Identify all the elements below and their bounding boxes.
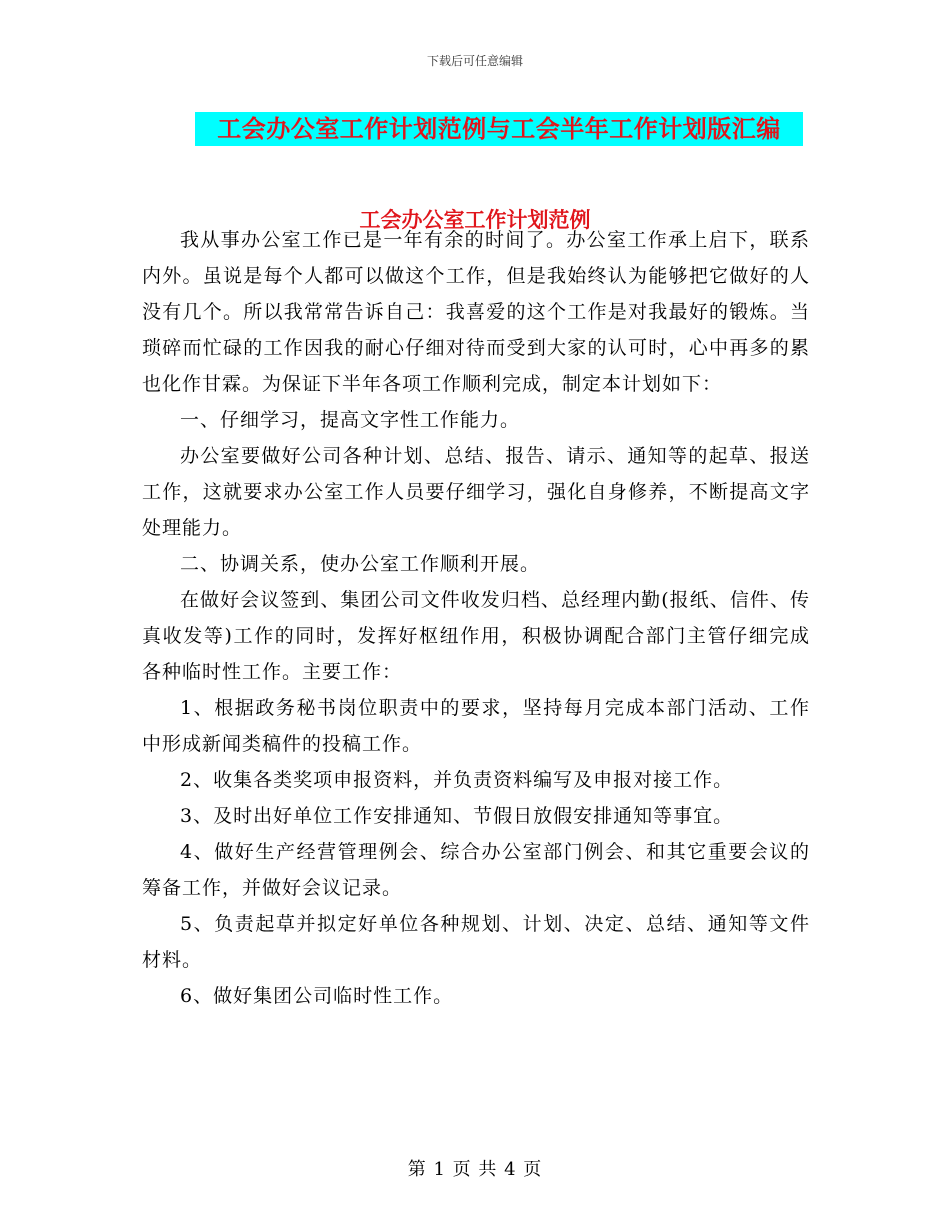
document-body [142, 222, 810, 1014]
paragraph: 在做好会议签到、集团公司文件收发归档、总经理内勤(报纸、信件、传真收发等)工作的同时，发挥好枢纽作用，积极协调配合部门主管仔细完成各种临时性工作。主要工作： [142, 589, 810, 683]
paragraph: 5、负责起草并拟定好单位各种规划、计划、决定、总结、通知等文件材料。 [142, 913, 810, 971]
paragraph: 2、收集各类奖项申报资料，并负责资料编写及申报对接工作。 [180, 769, 734, 791]
page-number: 第 1 页 共 4 页 [407, 1159, 543, 1180]
section-title: 工会办公室工作计划范例 [359, 207, 591, 232]
header-note: 下载后可任意编辑 [426, 54, 523, 68]
paragraph: 3、及时出好单位工作安排通知、节假日放假安排通知等事宜。 [180, 805, 734, 827]
paragraph: 4、做好生产经营管理例会、综合办公室部门例会、和其它重要会议的筹备工作，并做好会议记录。 [142, 841, 810, 899]
paragraph: 一、仔细学习，提高文字性工作能力。 [180, 409, 521, 431]
paragraph: 二、协调关系，使办公室工作顺利开展。 [180, 553, 541, 575]
paragraph: 办公室要做好公司各种计划、总结、报告、请示、通知等的起草、报送工作，这就要求办公室工作人员要仔细学习，强化自身修养，不断提高文字处理能力。 [142, 445, 810, 539]
paragraph: 1、根据政务秘书岗位职责中的要求，坚持每月完成本部门活动、工作中形成新闻类稿件的投稿工作。 [142, 697, 810, 755]
document-title: 工会办公室工作计划范例与工会半年工作计划版汇编 [195, 112, 803, 146]
paragraph: 6、做好集团公司临时性工作。 [180, 985, 454, 1007]
paragraph: 我从事办公室工作已是一年有余的时间了。办公室工作承上启下，联系内外。虽说是每个人都可以做这个工作，但是我始终认为能够把它做好的人没有几个。所以我常常告诉自己：我喜爱的这个工作是对我最好的锻炼。当琐碎而忙碌的工作因我的耐心仔细对待而受到大家的认可时，心中再多的累也化作甘霖。为保证下半年各项工作顺利完成，制定本计划如下： [142, 229, 810, 395]
